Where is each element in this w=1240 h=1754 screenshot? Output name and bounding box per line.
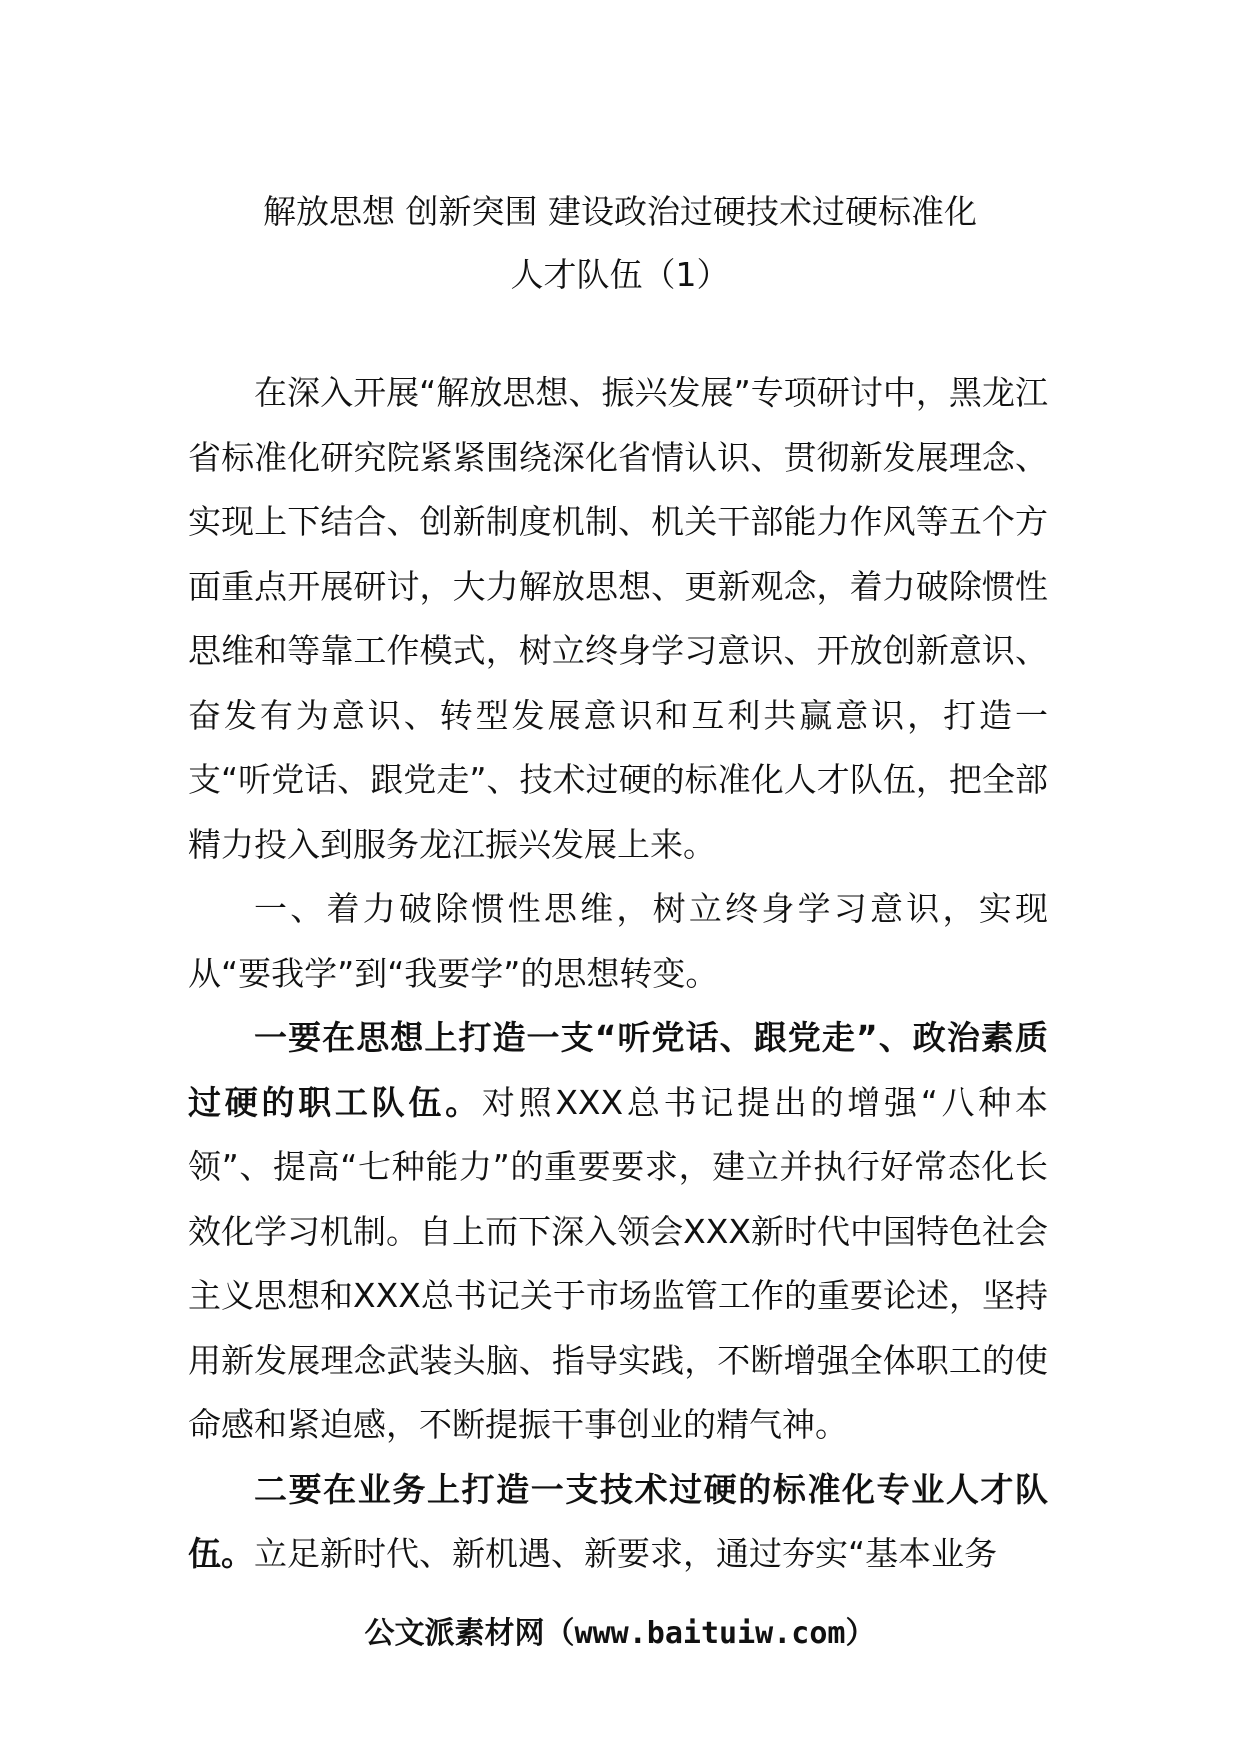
paragraph-intro-text: 在深入开展“解放思想、振兴发展”专项研讨中，黑龙江省标准化研究院紧紧围绕深化省情认识、贯彻新发展理念、实现上下结合、创新制度机制、机关干部能力作风等五个方面重点开展研讨，大力解放思想、更新观念，着力破除惯性思维和等靠工作模式，树立终身学习意识、开放创新意识、奋发有为意识、转型发展意识和互利共赢意识，打造一支“听党话、跟党走”、技术过硬的标准化人才队伍，把全部精力投入到服务龙江振兴发展上来。 [188,373,1048,864]
footer-watermark [0,1614,1240,1654]
document-title-line-1: 解放思想 创新突围 建设政治过硬技术过硬标准化 [263,192,977,231]
paragraph-intro [188,361,1048,877]
paragraph-section-one [188,877,1048,1006]
paragraph-point-one-text: 对照XXX总书记提出的增强“八种本领”、提高“七种能力”的重要要求，建立并执行好常态化长效化学习机制。自上而下深入领会XXX新时代中国特色社会主义思想和XXX总书记关于市场监管工作的重要论述，坚持用新发展理念武装头脑、指导实践，不断增强全体职工的使命感和紧迫感，不断提振干事创业的精气神。 [188,1082,1049,1444]
footer-url[interactable]: www.baituiw.com [574,1616,846,1651]
document-body [188,361,1048,1587]
paragraph-point-two-text: 立足新时代、新机遇、新要求，通过夯实“基本业务 [254,1534,998,1573]
footer-open-paren: （ [544,1616,575,1651]
paragraph-point-one-heading: 一要在思想上打造一支“听党话、跟党走”、政治素质过硬的职工队伍。 [188,1018,1048,1122]
document-title-line-2: 人才队伍（1） [510,255,730,294]
footer-close-paren: ） [845,1616,876,1651]
paragraph-point-two-heading: 二要在业务上打造一支技术过硬的标准化专业人才队伍。 [188,1469,1048,1573]
paragraph-section-one-text: 一、着力破除惯性思维，树立终身学习意识，实现从“要我学”到“我要学”的思想转变。 [188,889,1048,993]
footer-site-name: 公文派素材网 [364,1616,545,1651]
paragraph-point-one [188,1006,1048,1458]
paragraph-point-two [188,1458,1048,1587]
